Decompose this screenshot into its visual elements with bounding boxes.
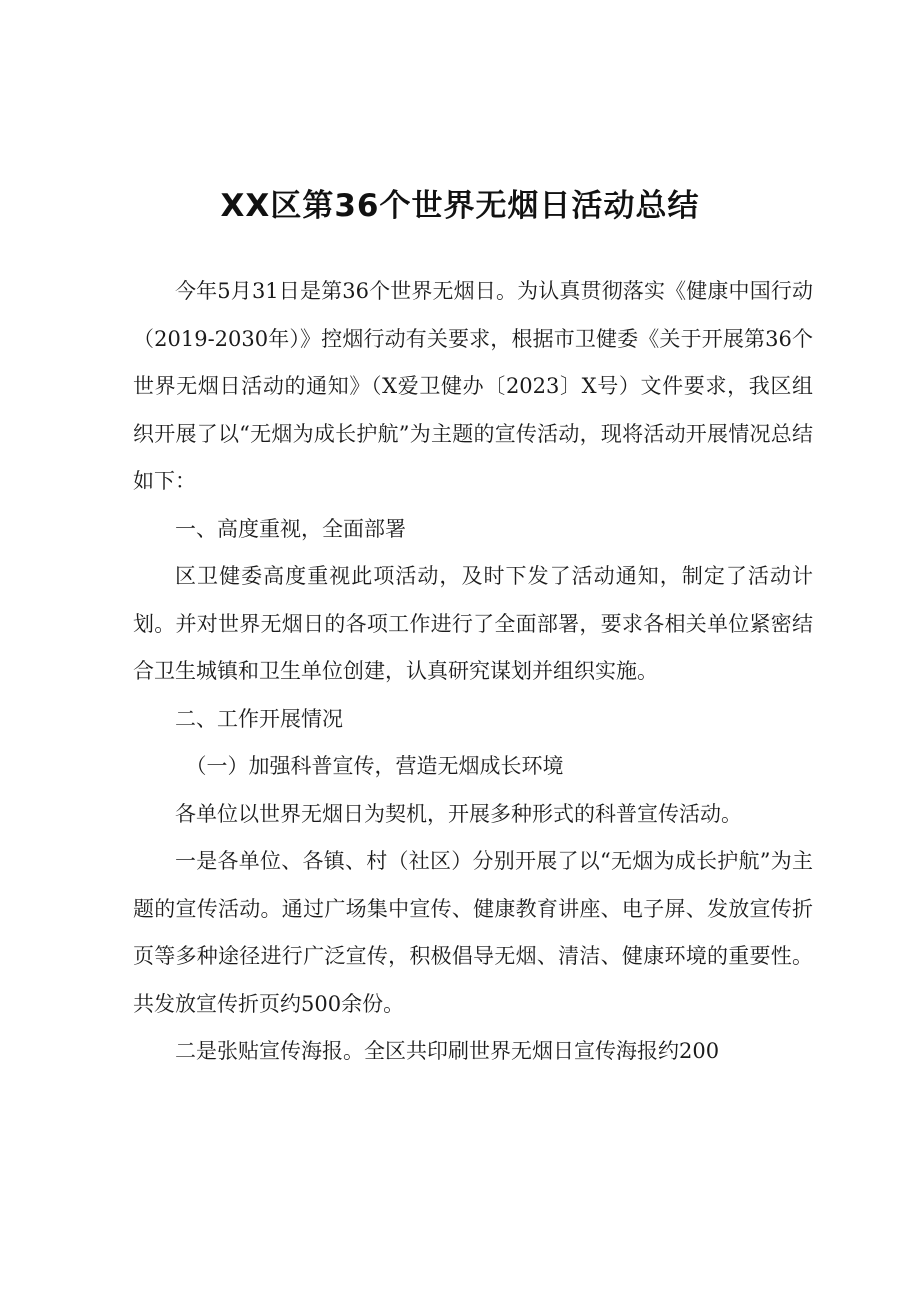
subsection-heading-1: （一）加强科普宣传，营造无烟成长环境	[185, 754, 564, 778]
document-body	[133, 268, 813, 1076]
section-heading-2: 二、工作开展情况	[175, 706, 343, 731]
section-heading-1: 一、高度重视，全面部署	[175, 516, 406, 541]
item-2-paragraph: 二是张贴宣传海报。全区共印刷世界无烟日宣传海报约200	[175, 1039, 720, 1063]
subsection-1-paragraph: 各单位以世界无烟日为契机，开展多种形式的科普宣传活动。	[175, 801, 742, 826]
document-title: XX区第36个世界无烟日活动总结	[220, 188, 700, 224]
section-1-paragraph: 区卫健委高度重视此项活动，及时下发了活动通知，制定了活动计划。并对世界无烟日的各项工作进行了全面部署，要求各相关单位紧密结合卫生城镇和卫生单位创建，认真研究谋划并组织实施。	[133, 564, 813, 683]
item-1-paragraph: 一是各单位、各镇、村（社区）分别开展了以“无烟为成长护航”为主题的宣传活动。通过广场集中宣传、健康教育讲座、电子屏、发放宣传折页等多种途径进行广泛宣传，积极倡导无烟、清洁、健康环境的重要性。共发放宣传折页约500余份。	[133, 849, 813, 1016]
intro-paragraph: 今年5月31日是第36个世界无烟日。为认真贯彻落实《健康中国行动（2019-2030年）》控烟行动有关要求，根据市卫健委《关于开展第36个世界无烟日活动的通知》（X爱卫健办〔2023〕X号）文件要求，我区组织开展了以“无烟为成长护航”为主题的宣传活动，现将活动开展情况总结如下：	[133, 279, 813, 493]
